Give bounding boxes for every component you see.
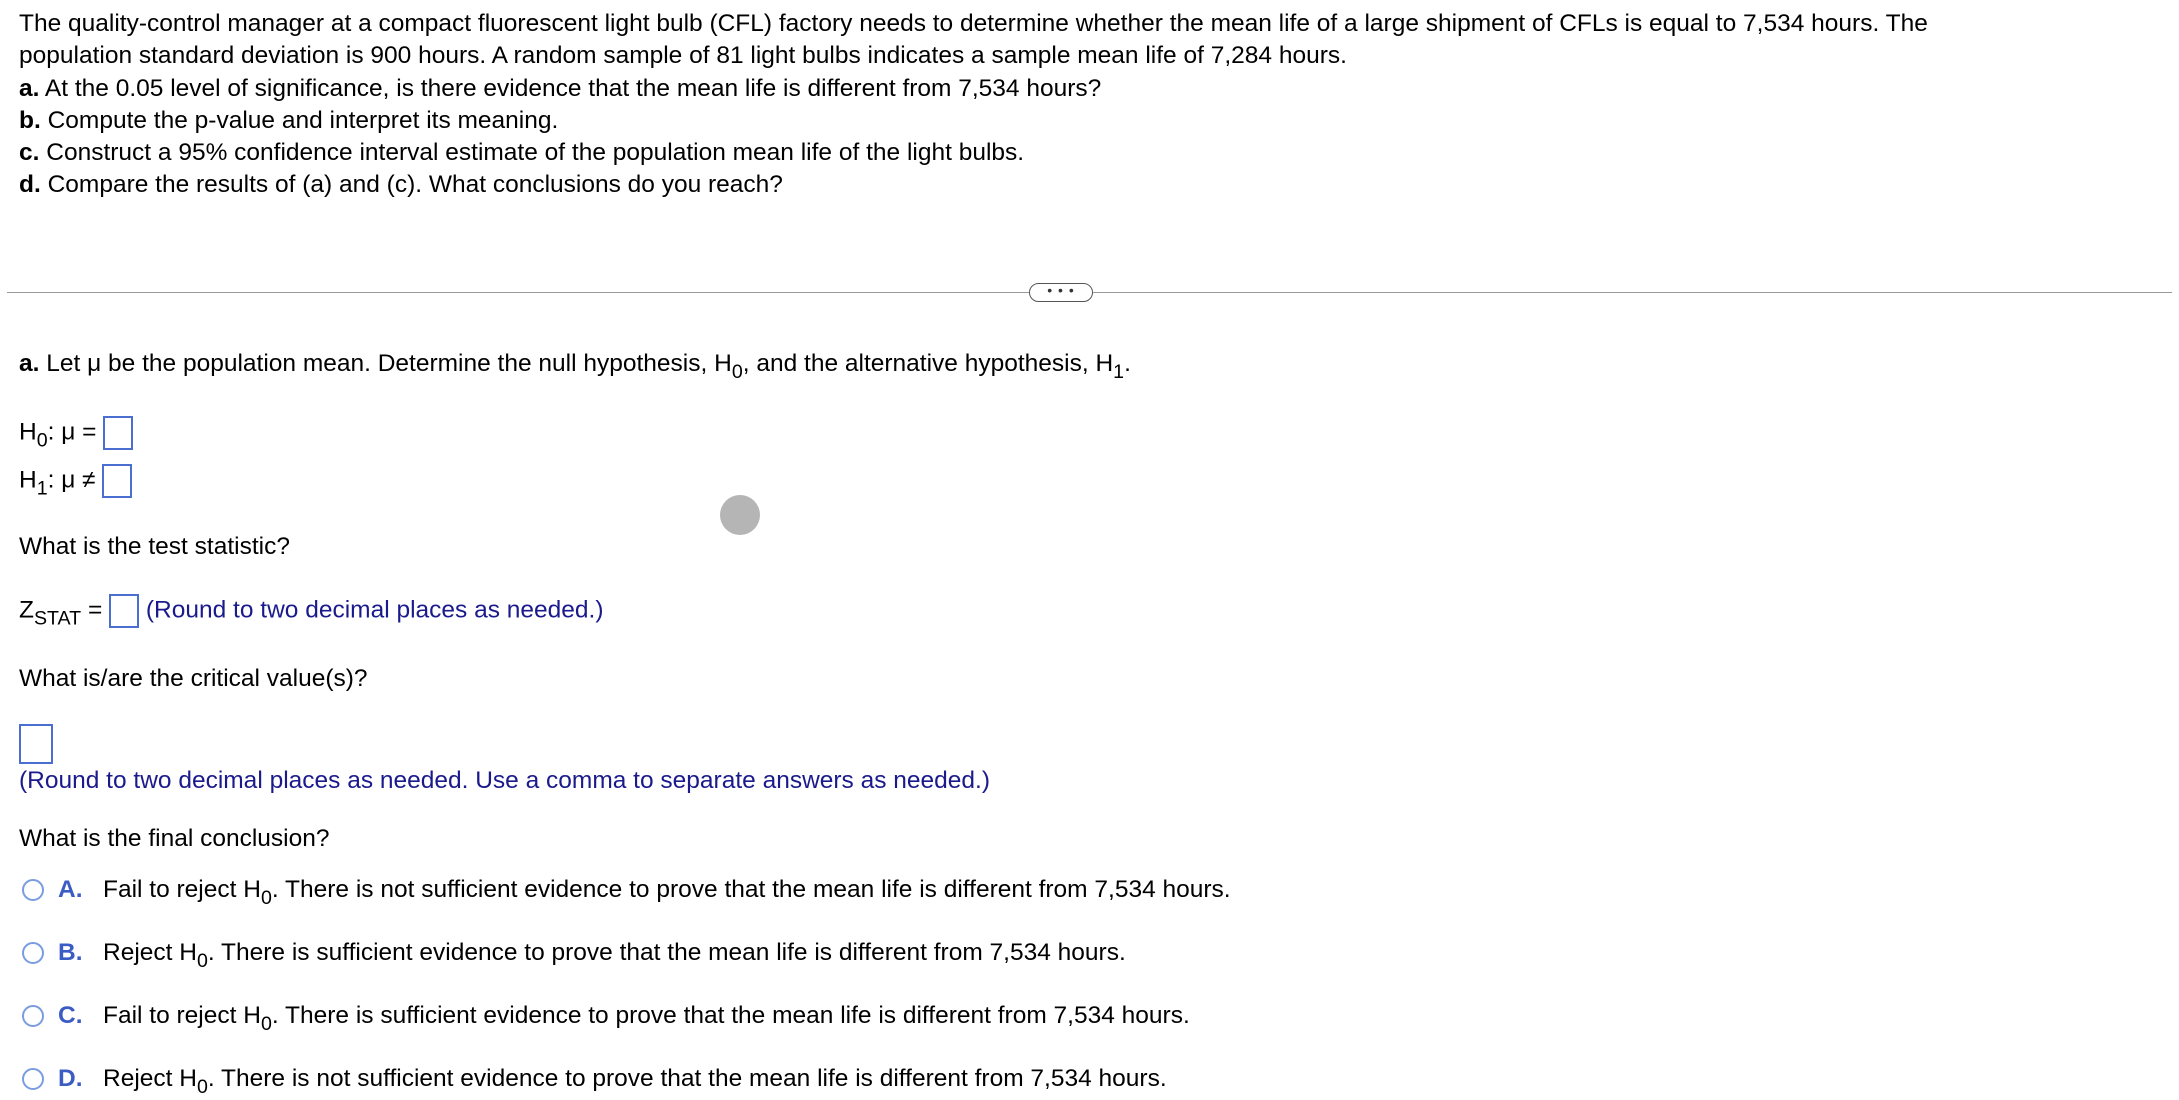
radio-icon[interactable] [22, 942, 44, 964]
test-statistic-question: What is the test statistic? [19, 533, 290, 560]
zstat-round-note: (Round to two decimal places as needed.) [145, 596, 604, 624]
critical-value-question: What is/are the critical value(s)? [19, 665, 368, 692]
option-c[interactable]: C. Fail to reject $H_0$. There is sufficient evidence to prove that the mean life is different from 7,534 hours. [22, 1002, 1190, 1030]
conclusion-question: What is the final conclusion? [19, 825, 330, 852]
problem-part-a: a. At the 0.05 level of significance, is there evidence that the mean life is different from 7,534 hours? [19, 74, 1102, 102]
problem-statement [19, 8, 2159, 202]
option-a[interactable]: A. Fail to reject $H_0$. There is not sufficient evidence to prove that the mean life is different from 7,534 hours. [22, 876, 1231, 904]
radio-icon[interactable] [22, 1068, 44, 1090]
expand-more-button[interactable]: • • • [1029, 283, 1093, 302]
critical-value-input[interactable] [19, 724, 53, 764]
problem-line: The quality-control manager at a compact fluorescent light bulb (CFL) factory needs to determine whether the mean life of a large shipment of CFLs is equal to 7,534 hours. The [19, 10, 1928, 37]
zstat-row: $Z_{STAT}$ = (Round to two decimal places as needed.) [19, 594, 603, 628]
critical-value-note: (Round to two decimal places as needed. Use a comma to separate answers as needed.) [19, 767, 991, 794]
null-hypothesis-row: $H_0$: μ = [19, 416, 133, 450]
problem-line: population standard deviation is 900 hours. A random sample of 81 light bulbs indicates a sample mean life of 7,284 hours. [19, 42, 1347, 70]
problem-part-b: b. Compute the p-value and interpret its meaning. [19, 106, 559, 134]
radio-icon[interactable] [22, 1005, 44, 1027]
option-d[interactable]: D. Reject $H_0$. There is not sufficient evidence to prove that the mean life is different from 7,534 hours. [22, 1065, 1167, 1093]
alt-hypothesis-input[interactable] [102, 464, 132, 498]
problem-part-c: c. Construct a 95% confidence interval estimate of the population mean life of the light bulbs. [19, 139, 1025, 167]
part-a-prompt: a. Let μ be the population mean. Determine the null hypothesis, $H_0$, and the alternative hypothesis, $H_1$. [19, 350, 1131, 383]
cursor-indicator [720, 495, 760, 535]
problem-part-d: d. Compare the results of (a) and (c). What conclusions do you reach? [19, 171, 783, 199]
null-hypothesis-input[interactable] [103, 416, 133, 450]
alt-hypothesis-row: $H_1$: μ ≠ [19, 464, 132, 498]
radio-icon[interactable] [22, 879, 44, 901]
zstat-input[interactable] [109, 594, 139, 628]
option-b[interactable]: B. Reject $H_0$. There is sufficient evidence to prove that the mean life is different from 7,534 hours. [22, 939, 1126, 967]
